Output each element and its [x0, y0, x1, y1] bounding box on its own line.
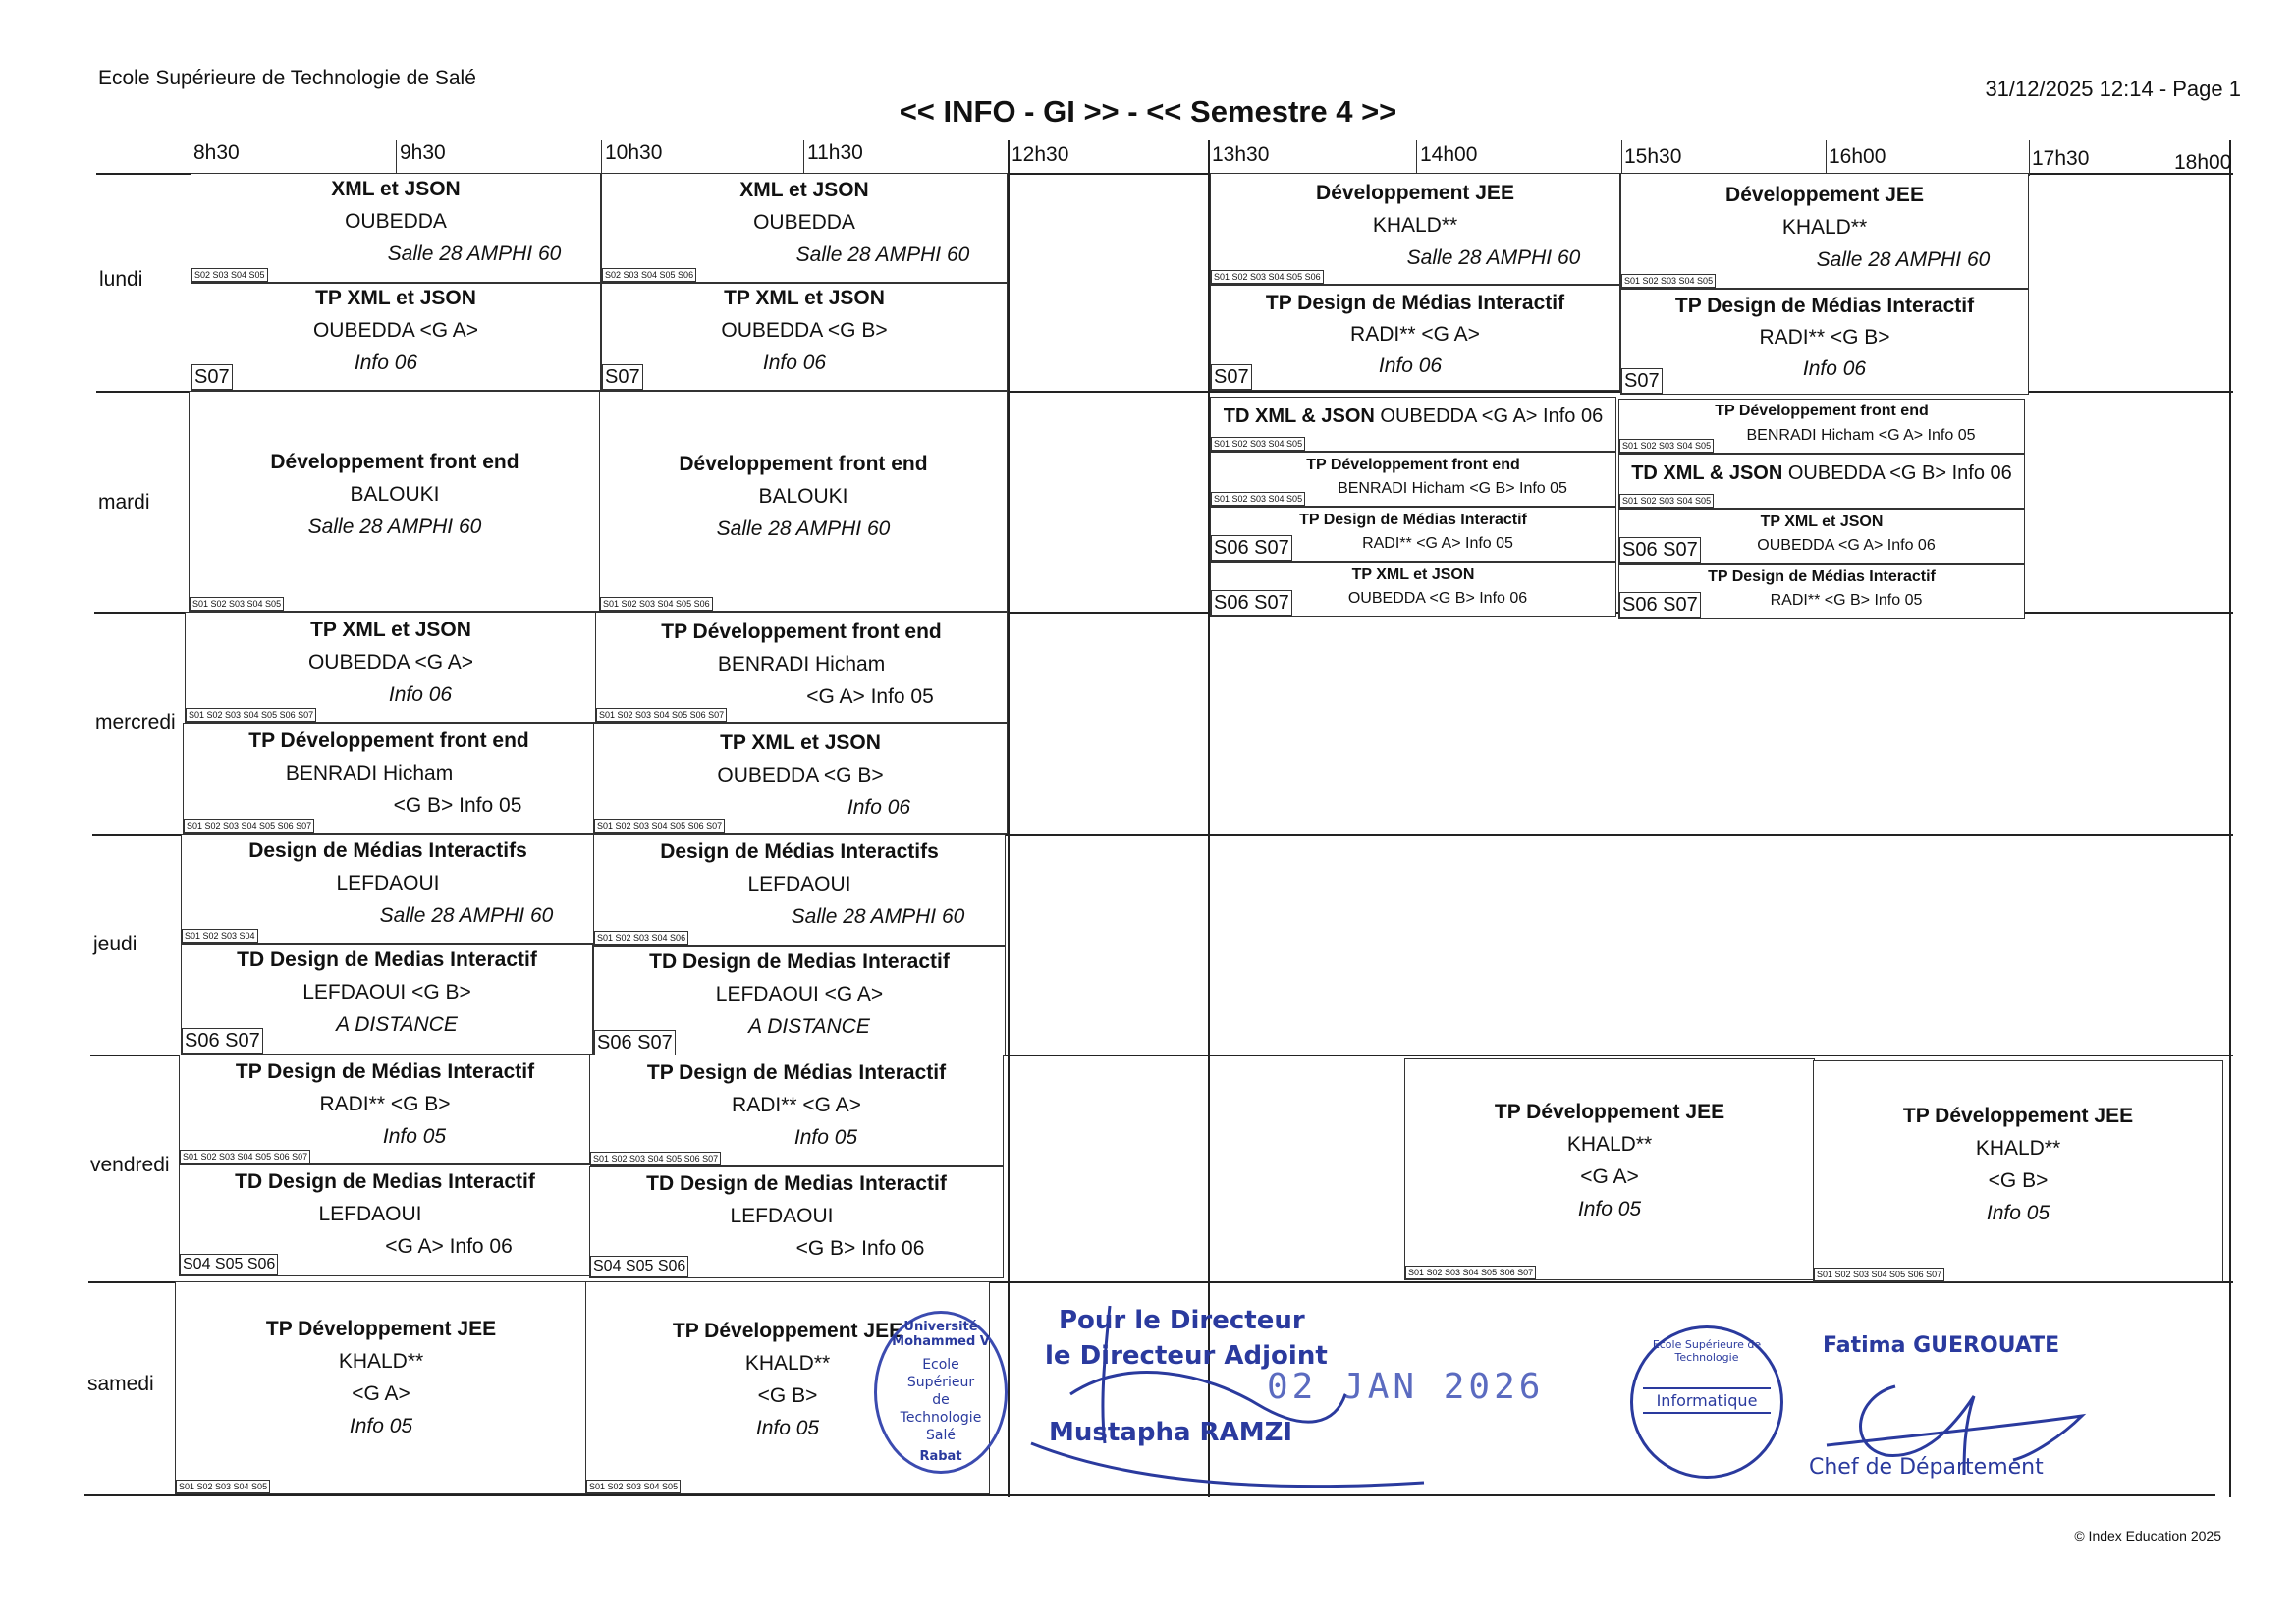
course-cell[interactable]: TD Design de Medias Interactif LEFDAOUI <G B> Info 06 S04 S05 S06: [589, 1166, 1004, 1278]
course-cell[interactable]: TP Design de Médias Interactif RADI** <G B> Info 05 S01 S02 S03 S04 S05 S06 S07: [179, 1055, 591, 1164]
course-cell[interactable]: TP Développement JEE KHALD** <G A> Info 05 S01 S02 S03 S04 S05: [175, 1281, 587, 1494]
date-stamp: 02 JAN 2026: [1267, 1367, 1545, 1407]
university-seal: Université Mohammed V Ecole Supérieur de Technologie Salé Rabat: [874, 1311, 1008, 1474]
day-label: samedi: [87, 1373, 154, 1395]
day-label: jeudi: [93, 933, 137, 955]
course-cell[interactable]: Développement JEE KHALD** Salle 28 AMPHI 60 S01 S02 S03 S04 S05: [1620, 173, 2029, 289]
section-tags: S01 S02 S03 S04 S05: [1211, 492, 1305, 506]
course-cell[interactable]: TP Développement front end BENRADI Hicham <G B> Info 05 S01 S02 S03 S04 S05: [1210, 452, 1616, 507]
section-tags: S01 S02 S03 S04 S05 S06 S07: [180, 1150, 310, 1163]
course-cell[interactable]: TP Développement JEE KHALD** <G A> Info 05 S01 S02 S03 S04 S05 S06 S07: [1404, 1058, 1815, 1280]
day-label: vendredi: [90, 1154, 170, 1176]
director-stamp-line: Mustapha RAMZI: [1049, 1418, 1293, 1447]
course-cell[interactable]: TP Développement front end BENRADI Hicham <G A> Info 05 S01 S02 S03 S04 S05 S06 S07: [595, 612, 1008, 723]
time-label: 17h30: [2032, 147, 2090, 170]
course-cell[interactable]: TP Design de Médias Interactif RADI** <G A> Info 05 S01 S02 S03 S04 S05 S06 S07: [589, 1055, 1004, 1166]
time-tick: [803, 140, 804, 176]
noon-divider: [1008, 140, 1010, 1497]
course-cell[interactable]: TD XML & JSON OUBEDDA <G A> Info 06 S01 S02 S03 S04 S05: [1210, 397, 1616, 452]
section-tags: S07: [602, 364, 643, 390]
section-tags: S01 S02 S03 S04 S05 S06 S07: [186, 708, 316, 722]
section-tags: S02 S03 S04 S05: [191, 268, 268, 282]
course-cell[interactable]: TD Design de Medias Interactif LEFDAOUI <G A> Info 06 S04 S05 S06: [179, 1164, 591, 1276]
section-tags: S01 S02 S03 S04 S05: [1619, 439, 1714, 453]
section-tags: S06 S07: [1619, 537, 1701, 563]
course-cell[interactable]: Design de Médias Interactifs LEFDAOUI Salle 28 AMPHI 60 S01 S02 S03 S04: [181, 834, 595, 944]
chef-name: Fatima GUEROUATE: [1823, 1333, 2060, 1358]
director-signature: [1011, 1296, 1444, 1502]
time-label: 9h30: [400, 141, 446, 164]
course-cell[interactable]: TP XML et JSON OUBEDDA <G B> Info 06 S01 S02 S03 S04 S05 S06 S07: [593, 723, 1008, 834]
section-tags: S01 S02 S03 S04 S05 S06 S07: [1814, 1268, 1944, 1281]
grid-right-edge: [2229, 140, 2231, 1497]
course-cell[interactable]: TP Développement front end BENRADI Hicham <G A> Info 05 S01 S02 S03 S04 S05: [1618, 399, 2025, 454]
time-label: 15h30: [1624, 145, 1682, 168]
course-cell[interactable]: TP Développement JEE KHALD** <G B> Info 05 S01 S02 S03 S04 S05 S06 S07: [1813, 1060, 2223, 1282]
section-tags: S01 S02 S03 S04 S05 S06 S07: [594, 819, 725, 833]
time-label: 8h30: [193, 141, 240, 164]
course-cell[interactable]: TD Design de Medias Interactif LEFDAOUI <G A> A DISTANCE S06 S07: [593, 946, 1006, 1056]
course-cell[interactable]: Développement JEE KHALD** Salle 28 AMPHI 60 S01 S02 S03 S04 S05 S06: [1210, 173, 1620, 285]
section-tags: S01 S02 S03 S04 S05: [1211, 437, 1305, 451]
copyright: © Index Education 2025: [2074, 1528, 2221, 1543]
chef-title: Chef de Département: [1809, 1455, 2044, 1480]
section-tags: S06 S07: [182, 1028, 263, 1054]
course-cell[interactable]: TD Design de Medias Interactif LEFDAOUI <G B> A DISTANCE S06 S07: [181, 944, 593, 1055]
time-tick: [1621, 140, 1622, 176]
time-label: 11h30: [807, 141, 863, 164]
section-tags: S01 S02 S03 S04 S06: [594, 931, 688, 945]
time-label: 14h00: [1420, 143, 1478, 166]
section-tags: S01 S02 S03 S04 S05: [190, 597, 284, 611]
course-cell[interactable]: XML et JSON OUBEDDA Salle 28 AMPHI 60 S02 S03 S04 S05: [191, 173, 601, 283]
day-label: lundi: [99, 268, 143, 291]
director-stamp-line: le Directeur Adjoint: [1045, 1341, 1328, 1371]
course-cell[interactable]: TP Design de Médias Interactif RADI** <G A> Info 06 S07: [1210, 285, 1620, 391]
section-tags: S06 S07: [594, 1030, 676, 1055]
section-tags: S06 S07: [1619, 592, 1701, 618]
time-label: 16h00: [1829, 145, 1886, 168]
page-title: << INFO - GI >> - << Semestre 4 >>: [899, 94, 1397, 129]
section-tags: S04 S05 S06: [180, 1254, 278, 1275]
course-cell[interactable]: XML et JSON OUBEDDA Salle 28 AMPHI 60 S02 S03 S04 S05 S06: [601, 173, 1008, 283]
time-tick: [2029, 140, 2030, 176]
section-tags: S07: [1621, 368, 1663, 394]
time-label: 13h30: [1212, 143, 1270, 166]
course-cell[interactable]: TP Développement JEE KHALD** <G B> Info 05 S01 S02 S03 S04 S05: [585, 1281, 990, 1494]
section-tags: S01 S02 S03 S04 S05 S06: [600, 597, 713, 611]
time-tick: [396, 140, 397, 176]
section-tags: S07: [191, 364, 233, 390]
course-cell[interactable]: Développement front end BALOUKI Salle 28 AMPHI 60 S01 S02 S03 S04 S05 S06: [599, 391, 1008, 612]
course-cell[interactable]: Design de Médias Interactifs LEFDAOUI Salle 28 AMPHI 60 S01 S02 S03 S04 S06: [593, 834, 1006, 946]
director-stamp-line: Pour le Directeur: [1059, 1306, 1305, 1335]
course-cell[interactable]: TD XML & JSON OUBEDDA <G B> Info 06 S01 S02 S03 S04 S05: [1618, 454, 2025, 509]
date-page: 31/12/2025 12:14 - Page 1: [1985, 77, 2241, 101]
course-cell[interactable]: TP XML et JSON OUBEDDA <G B> Info 06 S07: [601, 283, 1008, 391]
course-cell[interactable]: TP Développement front end BENRADI Hicham <G B> Info 05 S01 S02 S03 S04 S05 S06 S07: [183, 723, 595, 834]
course-cell[interactable]: TP Design de Médias Interactif RADI** <G B> Info 06 S07: [1620, 289, 2029, 395]
section-tags: S01 S02 S03 S04 S05 S06 S07: [184, 819, 314, 833]
course-cell[interactable]: TP Design de Médias Interactif RADI** <G A> Info 05 S06 S07: [1210, 507, 1616, 562]
section-tags: S04 S05 S06: [590, 1256, 688, 1277]
section-tags: S01 S02 S03 S04: [182, 929, 258, 943]
section-tags: S01 S02 S03 S04 S05: [1621, 274, 1716, 288]
course-cell[interactable]: TP XML et JSON OUBEDDA <G A> Info 06 S07: [191, 283, 601, 391]
section-tags: S06 S07: [1211, 535, 1292, 561]
section-tags: S07: [1211, 364, 1252, 390]
time-label: 18h00: [2174, 151, 2232, 174]
course-cell[interactable]: TP Design de Médias Interactif RADI** <G B> Info 05 S06 S07: [1618, 564, 2025, 619]
section-tags: S01 S02 S03 S04 S05 S06 S07: [596, 708, 727, 722]
course-cell[interactable]: TP XML et JSON OUBEDDA <G B> Info 06 S06 S07: [1210, 562, 1616, 617]
time-label: 12h30: [1011, 143, 1069, 166]
section-tags: S01 S02 S03 S04 S05 S06: [1211, 270, 1324, 284]
day-label: mercredi: [95, 711, 176, 733]
course-cell[interactable]: Développement front end BALOUKI Salle 28 AMPHI 60 S01 S02 S03 S04 S05: [189, 391, 601, 612]
department-seal: Ecole Supérieure de Technologie Informatique: [1630, 1325, 1783, 1479]
day-label: mardi: [98, 491, 150, 514]
course-cell[interactable]: TP XML et JSON OUBEDDA <G A> Info 06 S01 S02 S03 S04 S05 S06 S07: [185, 612, 597, 723]
time-label: 10h30: [605, 141, 663, 164]
school-name: Ecole Supérieure de Technologie de Salé: [98, 67, 476, 89]
section-tags: S01 S02 S03 S04 S05 S06 S07: [1405, 1266, 1536, 1279]
section-tags: S01 S02 S03 S04 S05 S06 S07: [590, 1152, 721, 1165]
section-tags: S06 S07: [1211, 590, 1292, 616]
section-tags: S01 S02 S03 S04 S05: [1619, 494, 1714, 508]
section-tags: S01 S02 S03 S04 S05: [176, 1480, 270, 1493]
time-tick: [601, 140, 602, 176]
course-cell[interactable]: TP XML et JSON OUBEDDA <G A> Info 06 S06 S07: [1618, 509, 2025, 564]
time-tick: [1826, 140, 1827, 176]
section-tags: S02 S03 S04 S05 S06: [602, 268, 696, 282]
time-tick: [1416, 140, 1417, 176]
section-tags: S01 S02 S03 S04 S05: [586, 1480, 681, 1493]
